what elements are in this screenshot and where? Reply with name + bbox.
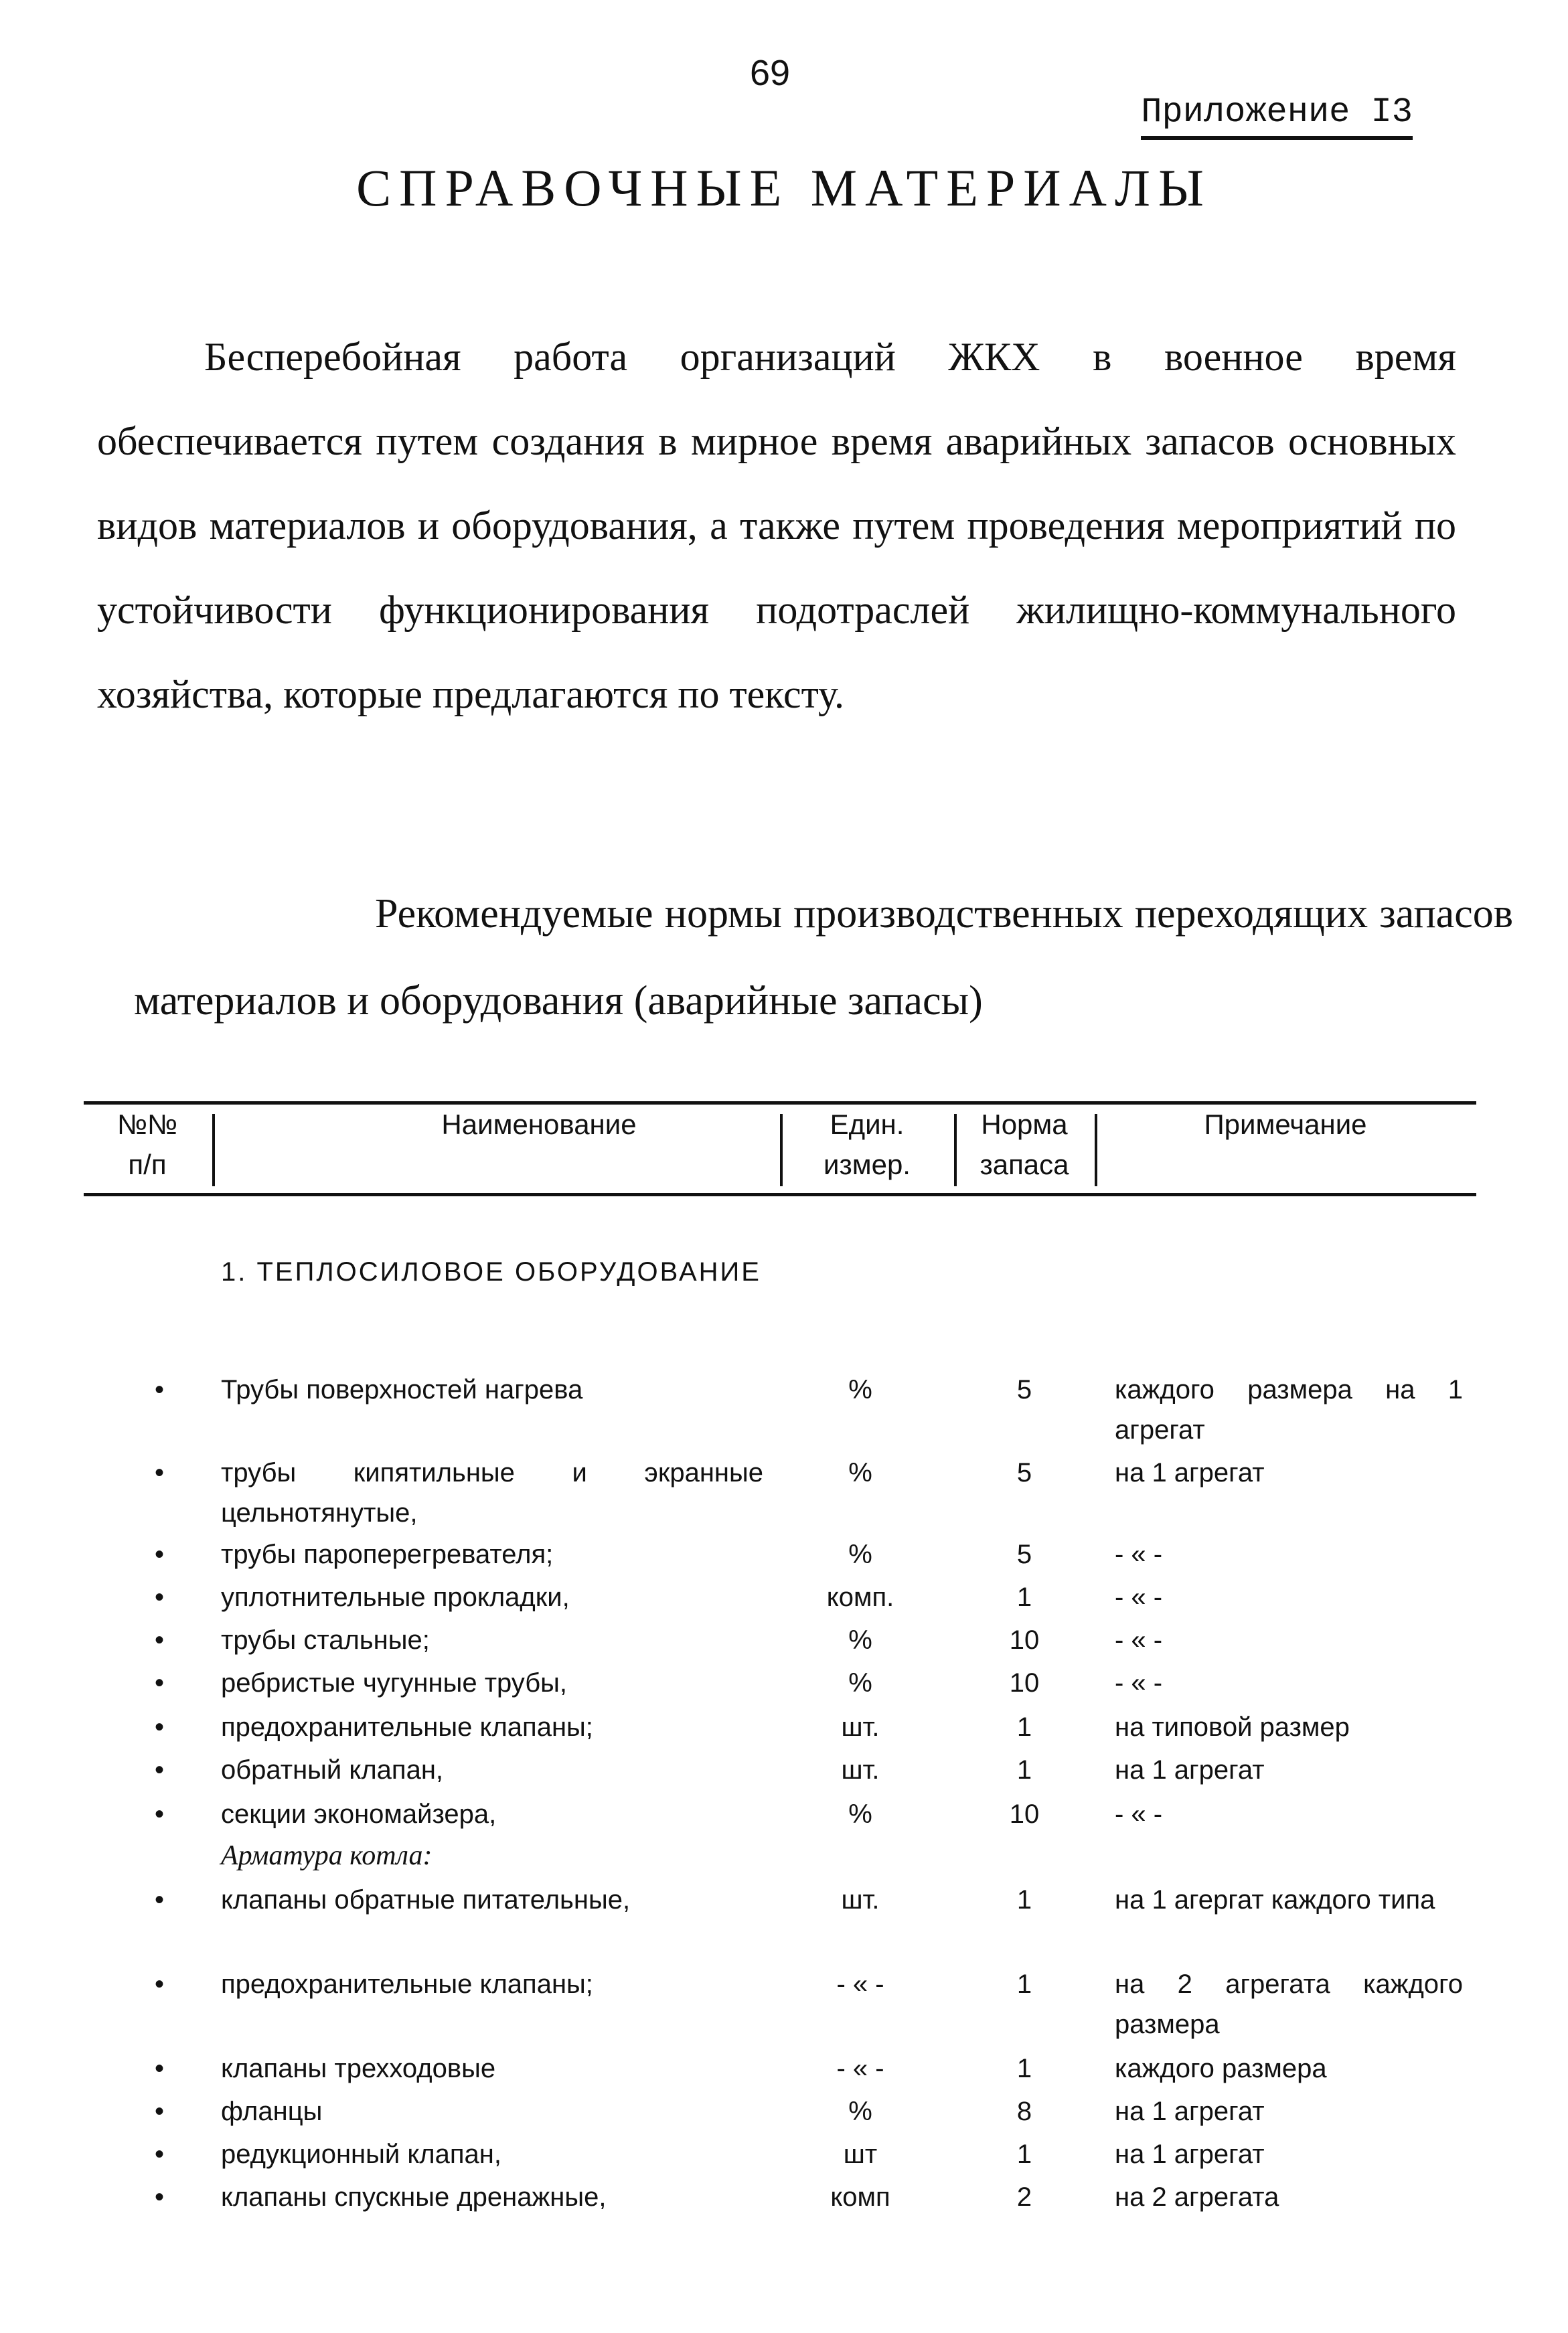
row-bullet: • (154, 1540, 164, 1569)
row-norm: 1 (1016, 1712, 1032, 1742)
header-note-label: Примечание (1204, 1109, 1367, 1140)
header-note (1098, 1105, 1473, 1193)
row-unit: % (848, 1375, 872, 1404)
row-unit: - « - (836, 1969, 884, 1999)
header-num (84, 1105, 211, 1193)
row-note: на 1 агрегат (1115, 1755, 1265, 1785)
row-unit: комп (830, 2182, 890, 2212)
row-note: на 2 агрегата (1115, 2182, 1279, 2212)
intro-paragraph (97, 315, 1456, 736)
subsection-title: Арматура котла: (221, 1840, 433, 1871)
header-divider (780, 1114, 783, 1186)
row-unit: шт. (841, 1755, 880, 1785)
header-norm-label: Норма (981, 1109, 1068, 1140)
header-num-label: №№ (116, 1109, 178, 1140)
row-unit: % (848, 1625, 872, 1655)
row-name: клапаны спускные дренажные, (221, 2182, 607, 2212)
row-name: клапаны обратные питательные, (221, 1885, 631, 1915)
table-header (84, 1101, 1476, 1196)
row-name: ребристые чугунные трубы, (221, 1668, 568, 1698)
header-unit-label: Един. (830, 1109, 905, 1140)
row-bullet: • (154, 1712, 164, 1742)
section-title: 1. ТЕПЛОСИЛОВОЕ ОБОРУДОВАНИЕ (221, 1257, 761, 1287)
row-bullet: • (154, 1375, 164, 1404)
row-note: на 1 агрегат (1115, 2140, 1265, 2169)
row-bullet: • (154, 1885, 164, 1915)
row-bullet: • (154, 1799, 164, 1829)
row-norm: 1 (1016, 2054, 1032, 2083)
intro-text: Бесперебойная работа организаций ЖКХ в военное время обеспечивается путем создания в мирное время аварийных запасов основных видов материалов и оборудования, а также путем проведения мероприятий по устойчивости функционирования подотраслей жилищно-коммунального хозяйства, которые предлагаются по тексту. (97, 335, 1456, 716)
row-unit: % (848, 1668, 872, 1698)
document-title: СПРАВОЧНЫЕ МАТЕРИАЛЫ (356, 159, 1212, 217)
row-bullet: • (154, 2054, 164, 2083)
row-name: предохранительные клапаны; (221, 1969, 593, 1999)
row-note: каждого размера на 1 агрегат (1115, 1375, 1463, 1445)
row-note: на 2 агрегата каждого размера (1115, 1969, 1463, 2039)
row-norm: 1 (1016, 2140, 1032, 2169)
row-unit: % (848, 1458, 872, 1487)
header-name (218, 1105, 860, 1193)
row-bullet: • (154, 1458, 164, 1487)
row-note: на 1 агрегат (1115, 1458, 1265, 1487)
row-bullet: • (154, 2140, 164, 2169)
row-bullet: • (154, 2097, 164, 2126)
row-unit: шт. (841, 1885, 880, 1915)
row-norm: 2 (1016, 2182, 1032, 2212)
header-divider (212, 1114, 215, 1186)
row-unit: - « - (836, 2054, 884, 2083)
row-norm: 5 (1016, 1375, 1032, 1404)
row-norm: 1 (1016, 1583, 1032, 1612)
row-name: предохранительные клапаны; (221, 1712, 593, 1742)
row-name: трубы кипятильные и экранные цельнотянутые, (221, 1458, 763, 1528)
row-note: - « - (1115, 1668, 1163, 1698)
row-name: редукционный клапан, (221, 2140, 501, 2169)
row-note: - « - (1115, 1583, 1163, 1612)
row-name: фланцы (221, 2097, 323, 2126)
row-norm: 1 (1016, 1885, 1032, 1915)
header-divider (954, 1114, 957, 1186)
row-norm: 10 (1009, 1625, 1040, 1655)
header-norm (957, 1105, 1091, 1193)
row-note: на 1 агергат каждого типа (1115, 1885, 1435, 1915)
row-name: уплотнительные прокладки, (221, 1583, 570, 1612)
appendix-label: Приложение I3 (1141, 92, 1413, 140)
row-unit: комп. (826, 1583, 894, 1612)
row-norm: 10 (1009, 1668, 1040, 1698)
row-name: трубы пароперегревателя; (221, 1540, 554, 1569)
row-unit: шт. (841, 1712, 880, 1742)
row-name: трубы стальные; (221, 1625, 430, 1655)
row-unit: % (848, 1540, 872, 1569)
page-number: 69 (749, 53, 791, 93)
header-name-label: Наименование (441, 1109, 637, 1140)
row-norm: 8 (1016, 2097, 1032, 2126)
header-norm-sub: запаса (979, 1149, 1069, 1180)
row-norm: 5 (1016, 1458, 1032, 1487)
row-norm: 5 (1016, 1540, 1032, 1569)
row-name: обратный клапан, (221, 1755, 444, 1785)
row-bullet: • (154, 1755, 164, 1785)
table-title (134, 870, 1513, 1044)
row-unit: % (848, 2097, 872, 2126)
row-bullet: • (154, 1969, 164, 1999)
row-unit: % (848, 1799, 872, 1829)
row-note: - « - (1115, 1799, 1163, 1829)
row-norm: 1 (1016, 1969, 1032, 1999)
header-unit-sub: измер. (824, 1149, 911, 1180)
row-unit: шт (843, 2140, 878, 2169)
row-note: - « - (1115, 1625, 1163, 1655)
row-bullet: • (154, 1668, 164, 1698)
row-name: Трубы поверхностей нагрева (221, 1375, 583, 1404)
row-note: на 1 агрегат (1115, 2097, 1265, 2126)
row-norm: 10 (1009, 1799, 1040, 1829)
row-norm: 1 (1016, 1755, 1032, 1785)
header-unit (783, 1105, 951, 1193)
row-note: - « - (1115, 1540, 1163, 1569)
header-divider (1095, 1114, 1097, 1186)
row-name: клапаны трехходовые (221, 2054, 496, 2083)
row-note: каждого размера (1115, 2054, 1327, 2083)
row-name: секции экономайзера, (221, 1799, 497, 1829)
row-bullet: • (154, 1583, 164, 1612)
table-title-text: Рекомендуемые нормы производственных переходящих запасов материалов и оборудования (аварийные запасы) (134, 891, 1513, 1024)
row-note: на типовой размер (1115, 1712, 1350, 1742)
header-num-sub: п/п (128, 1149, 167, 1180)
row-bullet: • (154, 1625, 164, 1655)
row-bullet: • (154, 2182, 164, 2212)
